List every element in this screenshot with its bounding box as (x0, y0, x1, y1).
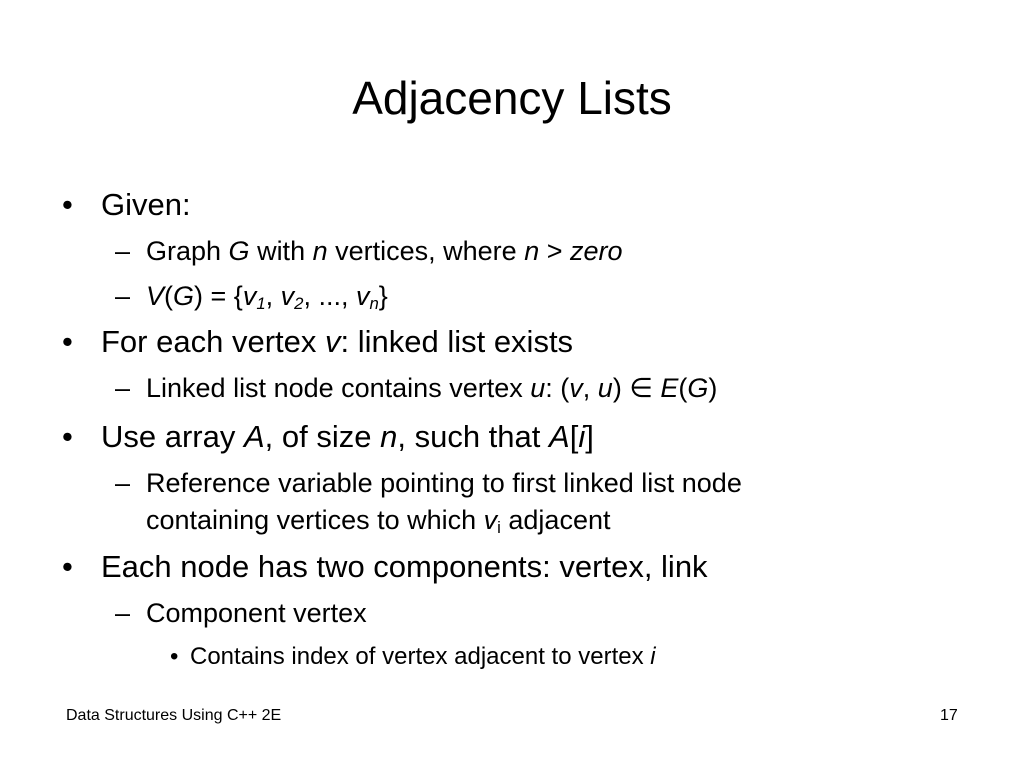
sub-bullet-component-vertex: Component vertex (146, 598, 367, 628)
dash-marker: – (115, 373, 131, 403)
bullet-marker: • (62, 187, 73, 222)
bullet-for-each-vertex: For each vertex v: linked list exists (101, 324, 574, 359)
bullet-given: Given: (101, 187, 191, 222)
dash-marker: – (115, 468, 131, 498)
bullet-marker: • (62, 324, 73, 359)
bullet-marker: • (170, 643, 179, 670)
dash-marker: – (115, 236, 131, 266)
bullet-use-array: Use array A, of size n, such that A[i] (101, 419, 594, 454)
sub-bullet-reference-line1: Reference variable pointing to first linked list node (146, 468, 742, 498)
dash-marker: – (115, 598, 131, 628)
sub-bullet-linked-list-node: Linked list node contains vertex u: (v, u) ∈ E(G) (146, 373, 718, 403)
slide-title: Adjacency Lists (352, 72, 672, 124)
footer-course-title: Data Structures Using C++ 2E (66, 707, 282, 724)
bullet-marker: • (62, 419, 73, 454)
sub-bullet-graph: Graph G with n vertices, where n > zero (146, 236, 623, 266)
bullet-marker: • (62, 549, 73, 584)
footer-page-number: 17 (940, 707, 958, 724)
sub-bullet-reference-line2: containing vertices to which $v_i$ adjacent (146, 505, 611, 538)
bullet-each-node: Each node has two components: vertex, link (101, 549, 708, 584)
sub-bullet-vertex-set: $V(G) = \{v_1$, $v_2$, ..., $v_n$} (146, 281, 388, 314)
subsub-bullet-contains-index: Contains index of vertex adjacent to vertex i (190, 643, 656, 670)
dash-marker: – (115, 281, 131, 311)
